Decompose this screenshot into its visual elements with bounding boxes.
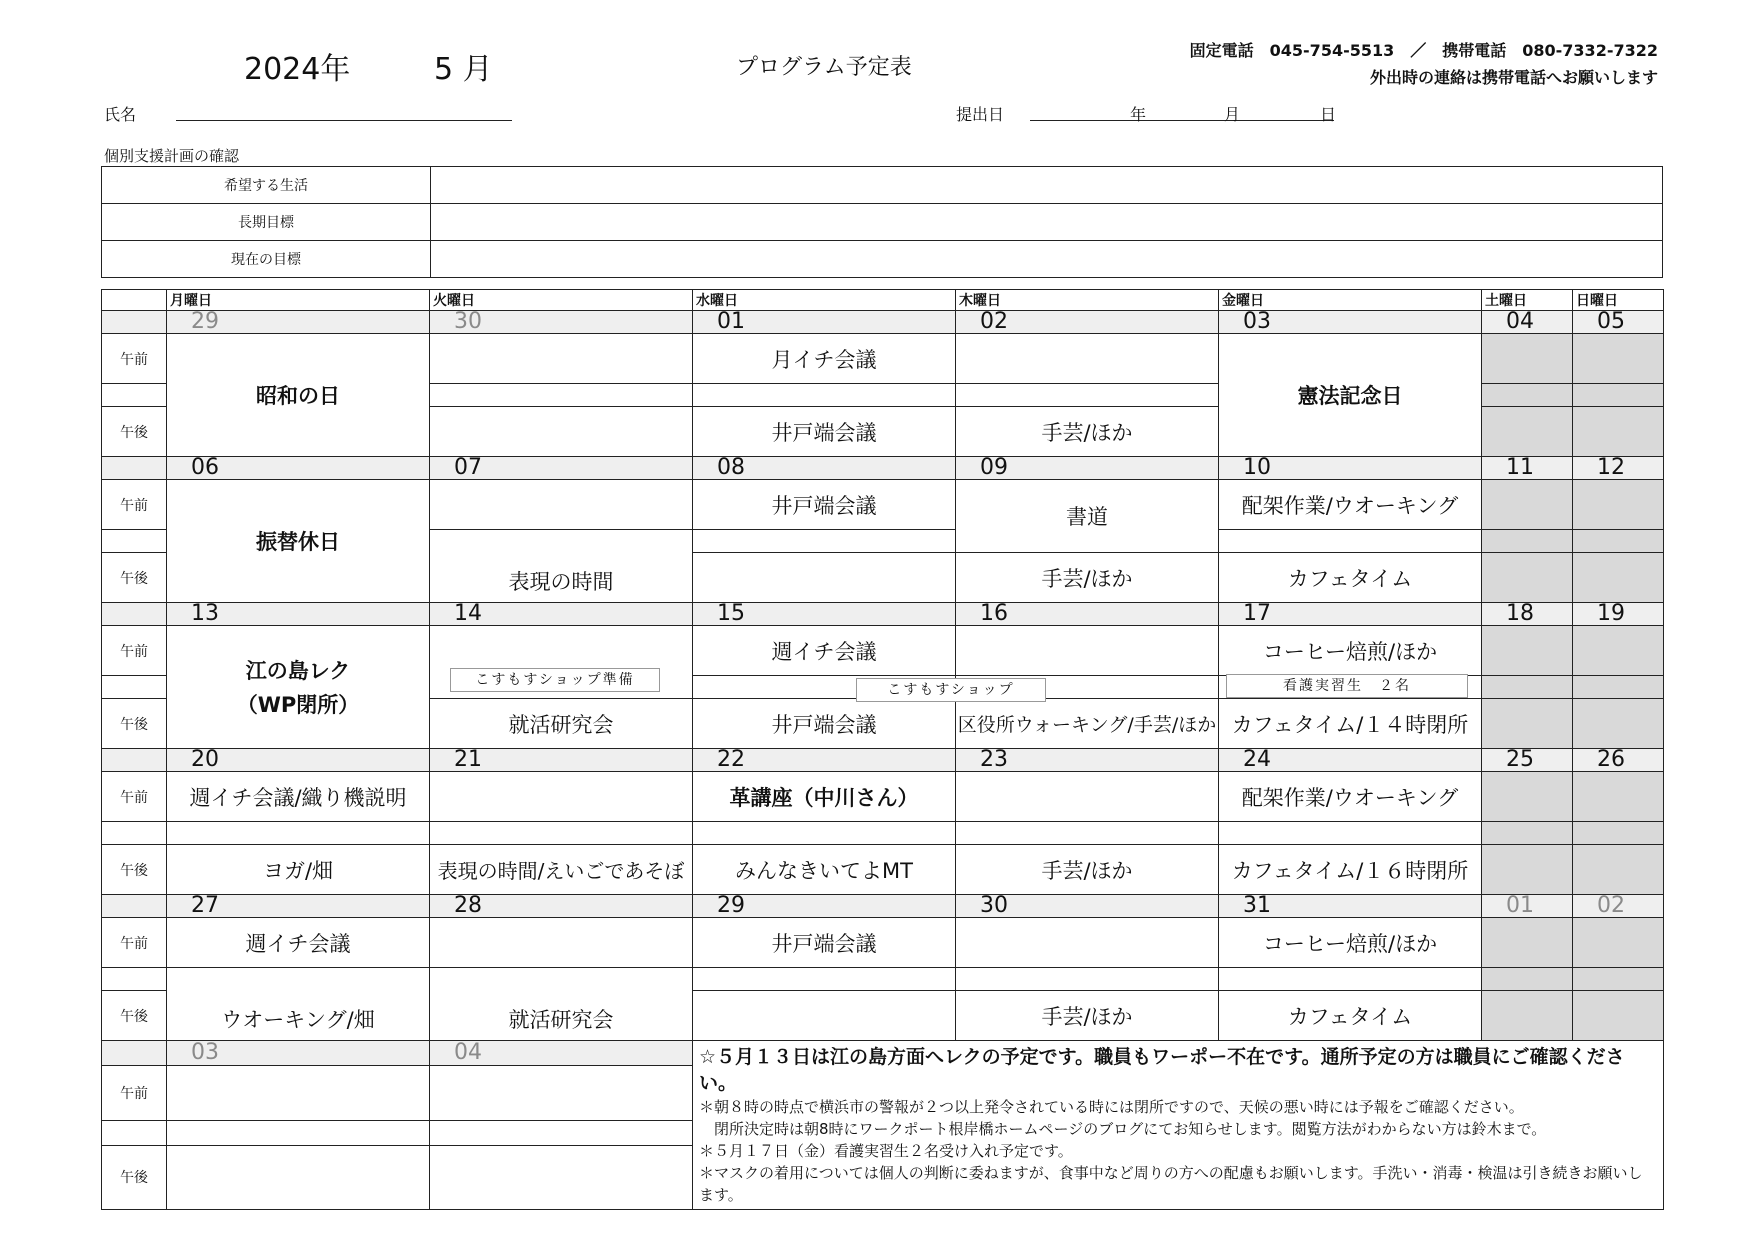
am-label: 午前 [102,772,167,822]
note-line: ＊５月１７日（金）看護実習生２名受け入れ予定です。 [699,1142,1073,1160]
date-cell: 16 [956,603,1219,626]
event-cell: 憲法記念日 [1219,334,1482,457]
day-mon: 月曜日 [167,290,430,311]
note-line: ☆５月１３日は江の島方面へレクの予定です。職員もワーポー不在です。通所予定の方は職員にご確認ください。 [699,1046,1625,1094]
date-cell: 23 [956,749,1219,772]
date-cell: 10 [1219,457,1482,480]
date-cell: 07 [430,457,693,480]
pm-label: 午後 [102,845,167,895]
date-cell: 31 [1219,895,1482,918]
calendar-table [101,289,1664,1210]
event-cell [693,553,956,603]
event-cell: 区役所ウォーキング/手芸/ほか [956,699,1219,749]
event-cell: 週イチ会議 [167,918,430,968]
event-cell [956,772,1219,822]
event-cell: コーヒー焙煎/ほか [1219,626,1482,676]
event-cell: 昭和の日 [167,334,430,457]
event-cell: 週イチ会議 [693,626,956,676]
date-row [102,895,1664,918]
goal-field-long[interactable] [431,204,1663,241]
event-cell: 手芸/ほか [956,991,1219,1041]
shop-tag: こすもすショップ [856,678,1046,702]
date-cell: 11 [1482,457,1573,480]
event-cell: 配架作業/ウオーキング [1219,772,1482,822]
date-cell: 30 [956,895,1219,918]
date-cell: 09 [956,457,1219,480]
event-cell: 表現の時間 [430,530,693,603]
support-plan-title: 個別支援計画の確認 [104,147,240,165]
date-row [102,749,1664,772]
event-cell: カフェタイム [1219,991,1482,1041]
date-cell: 13 [167,603,430,626]
pm-label: 午後 [102,1145,167,1209]
date-cell: 18 [1482,603,1573,626]
event-cell: 書道 [956,480,1219,553]
date-cell: 22 [693,749,956,772]
name-label: 氏名 [104,105,137,124]
date-cell: 03 [1219,311,1482,334]
date-cell: 01 [693,311,956,334]
event-cell: 振替休日 [167,480,430,603]
event-cell: コーヒー焙煎/ほか [1219,918,1482,968]
date-cell: 04 [1482,311,1573,334]
phone-note: 外出時の連絡は携帯電話へお願いします [1369,68,1658,87]
date-cell: 25 [1482,749,1573,772]
event-cell: 表現の時間/えいごであそぼ [430,845,693,895]
event-cell: ウオーキング/畑 [167,968,430,1041]
event-cell [956,334,1219,384]
date-cell: 29 [693,895,956,918]
event-cell [430,480,693,530]
goal-field-current[interactable] [431,241,1663,278]
event-cell [430,1145,693,1209]
event-cell: 月イチ会議 [693,334,956,384]
event-cell [693,991,956,1041]
shop-prep-tag: こすもすショップ準備 [450,668,660,692]
goal-field-life[interactable] [431,167,1663,204]
event-cell [167,626,430,749]
goal-label-long: 長期目標 [102,204,431,241]
event-cell [167,1066,430,1121]
am-label: 午前 [102,918,167,968]
date-cell: 27 [167,895,430,918]
date-cell: 04 [430,1041,693,1066]
pm-label: 午後 [102,553,167,603]
event-cell: 井戸端会議 [693,480,956,530]
am-label: 午前 [102,334,167,384]
event-cell: 週イチ会議/織り機説明 [167,772,430,822]
date-cell: 15 [693,603,956,626]
event-cell [430,407,693,457]
name-underline [176,120,512,121]
note-line: ＊朝８時の時点で横浜市の警報が２つ以上発令されている時には閉所ですので、天候の悪い時には予報をご確認ください。 [699,1098,1524,1116]
submit-label: 提出日 [956,105,1005,124]
date-cell: 12 [1573,457,1664,480]
support-plan-table [101,166,1663,278]
event-cell: 井戸端会議 [693,918,956,968]
pm-label: 午後 [102,991,167,1041]
date-row [102,603,1664,626]
date-cell: 20 [167,749,430,772]
goal-label-life: 希望する生活 [102,167,431,204]
page-title: プログラム予定表 [736,55,912,80]
event-cell: みんなきいてよMT [693,845,956,895]
event-cell: 就活研究会 [430,968,693,1041]
am-label: 午前 [102,480,167,530]
event-cell: カフェタイム/１６時閉所 [1219,845,1482,895]
weekday-header [102,290,1664,311]
date-cell: 26 [1573,749,1664,772]
day-tue: 火曜日 [430,290,693,311]
date-cell: 28 [430,895,693,918]
date-row [102,457,1664,480]
event-cell [430,1066,693,1121]
am-label: 午前 [102,626,167,676]
event-line: （WP閉所） [236,693,360,717]
date-cell: 08 [693,457,956,480]
event-cell: 手芸/ほか [956,845,1219,895]
date-cell: 06 [167,457,430,480]
corner [102,290,167,311]
submit-month: 月 [1224,105,1241,124]
date-cell: 14 [430,603,693,626]
event-cell: 革講座（中川さん） [693,772,956,822]
event-cell [956,626,1219,676]
date-cell: 05 [1573,311,1664,334]
date-cell: 03 [167,1041,430,1066]
event-line: 江の島レク [245,659,351,683]
note-line: ＊マスクの着用については個人の判断に委ねますが、食事中など周りの方への配慮もお願いします。手洗い・消毒・検温は引き続きお願いします。 [699,1164,1643,1204]
event-cell [430,772,693,822]
event-cell: 配架作業/ウオーキング [1219,480,1482,530]
event-cell [167,1145,430,1209]
date-cell: 24 [1219,749,1482,772]
pm-label: 午後 [102,699,167,749]
date-row [102,1041,1664,1066]
day-thu: 木曜日 [956,290,1219,311]
year: 2024年 [244,52,351,87]
event-cell: カフェタイム/１４時閉所 [1219,699,1482,749]
date-cell: 01 [1482,895,1573,918]
submit-day: 日 [1320,105,1337,124]
submit-year: 年 [1130,105,1147,124]
date-cell: 17 [1219,603,1482,626]
event-cell: 井戸端会議 [693,407,956,457]
date-cell: 21 [430,749,693,772]
day-fri: 金曜日 [1219,290,1482,311]
event-cell: 手芸/ほか [956,553,1219,603]
event-cell [956,918,1219,968]
day-sun: 日曜日 [1573,290,1664,311]
event-cell [430,334,693,384]
phone-line: 固定電話 045-754-5513 ／ 携帯電話 080-7332-7322 [1189,41,1658,60]
event-cell: 就活研究会 [430,699,693,749]
date-cell: 02 [956,311,1219,334]
date-row [102,311,1664,334]
date-cell: 19 [1573,603,1664,626]
am-label: 午前 [102,1066,167,1121]
goal-label-current: 現在の目標 [102,241,431,278]
event-cell: 井戸端会議 [693,699,956,749]
submit-underline [1030,120,1334,121]
day-wed: 水曜日 [693,290,956,311]
date-cell: 30 [430,311,693,334]
event-cell [430,918,693,968]
note-line: 閉所決定時は朝8時にワークポート根岸橋ホームページのブログにてお知らせします。閲覧方法がわからない方は鈴木まで。 [699,1120,1547,1138]
nursing-tag: 看護実習生 ２名 [1226,674,1468,698]
notes-box [693,1041,1664,1210]
event-cell: 手芸/ほか [956,407,1219,457]
event-cell: ヨガ/畑 [167,845,430,895]
event-cell: カフェタイム [1219,553,1482,603]
date-cell: 29 [167,311,430,334]
day-sat: 土曜日 [1482,290,1573,311]
pm-label: 午後 [102,407,167,457]
date-cell: 02 [1573,895,1664,918]
month: 5 月 [434,52,493,87]
